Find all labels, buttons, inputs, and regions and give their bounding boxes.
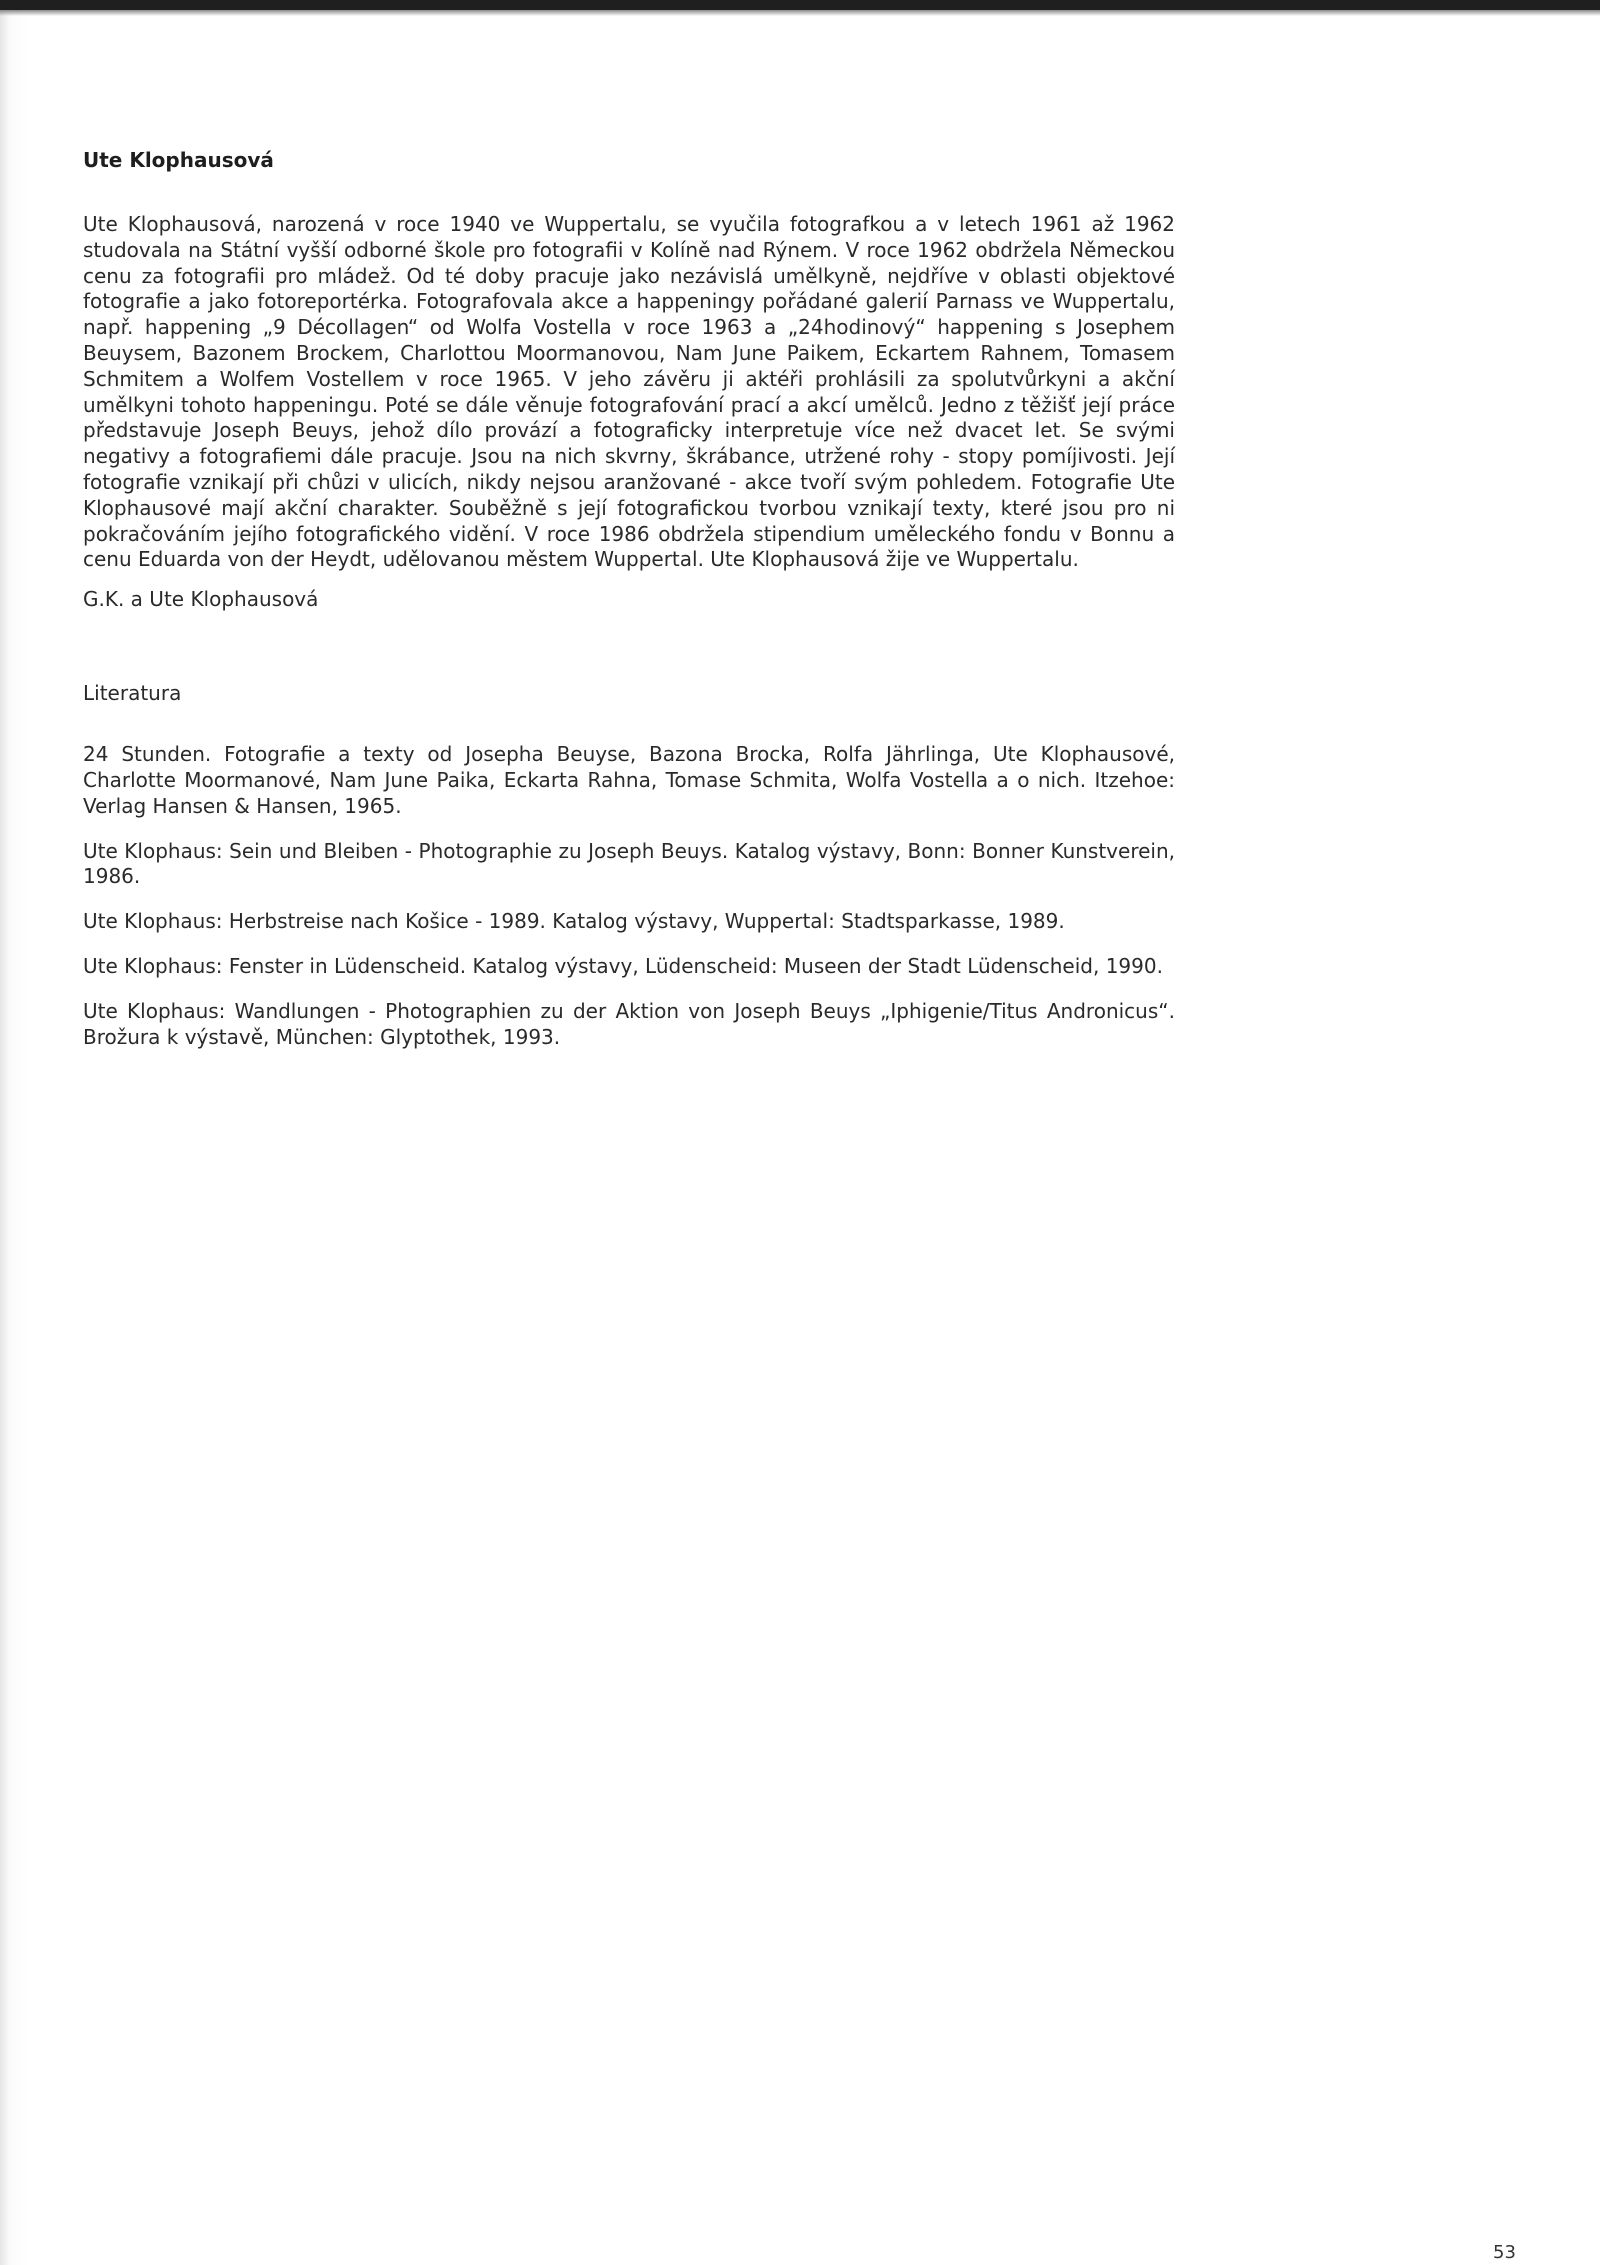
literature-heading: Literatura xyxy=(83,681,182,706)
literature-item: Ute Klophaus: Herbstreise nach Košice - 1989. Katalog výstavy, Wuppertal: Stadtsparkasse, 1989. xyxy=(83,909,1065,934)
page-top-shadow xyxy=(0,10,1600,16)
literature-list xyxy=(83,742,1175,1050)
literature-item: Ute Klophaus: Sein und Bleiben - Photographie zu Joseph Beuys. Katalog výstavy, Bonn: Bonner Kunstverein, 1986. xyxy=(83,838,1175,889)
article-content xyxy=(83,148,1175,1069)
page-top-edge xyxy=(0,0,1600,10)
literature-item: Ute Klophaus: Wandlungen - Photographien zu der Aktion von Joseph Beuys „Iphigenie/Titus Andronicus“. Brožura k výstavě, München: Glyptothek, 1993. xyxy=(83,998,1175,1049)
literature-item: Ute Klophaus: Fenster in Lüdenscheid. Katalog výstavy, Lüdenscheid: Museen der Stadt Lüdenscheid, 1990. xyxy=(83,953,1163,978)
article-body: Ute Klophausová, narozená v roce 1940 ve Wuppertalu, se vyučila fotografkou a v letech 1961 až 1962 studovala na Státní vyšší odborné škole pro fotografii v Kolíně nad Rýnem. V roce 1962 obdržela Německou cenu za fotografii pro mládež. Od té doby pracuje jako nezávislá umělkyně, nejdříve v oblasti objektové fotografie a jako fotoreportérka. Fotografovala akce a happeningy pořádané galerií Parnass ve Wuppertalu, např. happening „9 Décollagen“ od Wolfa Vostella v roce 1963 a „24hodinový“ happening s Josephem Beuysem, Bazonem Brockem, Charlottou Moormanovou, Nam June Paikem, Eckartem Rahnem, Tomasem Schmitem a Wolfem Vostellem v roce 1965. V jeho závěru ji aktéři prohlásili za spolutvůrkyni a akční umělkyni tohoto happeningu. Poté se dále věnuje fotografování prací a akcí umělců. Jedno z těžišť její práce představuje Joseph Beuys, jehož dílo provází a fotograficky interpretuje více než dvacet let. Se svými negativy a fotografiemi dále pracuje. Jsou na nich skvrny, škrábance, utržené rohy - stopy pomíjivosti. Její fotografie vznikají při chůzi v ulicích, nikdy nejsou aranžované - akce tvoří svým pohledem. Fotografie Ute Klophausové mají akční charakter. Souběžně s její fotografickou tvorbou vznikají texty, které jsou pro ni pokračováním jejího fotografického vidění. V roce 1986 obdržela stipendium uměleckého fondu v Bonnu a cenu Eduarda von der Heydt, udělovanou městem Wuppertal. Ute Klophausová žije ve Wuppertalu. xyxy=(83,212,1175,572)
literature-item: 24 Stunden. Fotografie a texty od Josepha Beuyse, Bazona Brocka, Rolfa Jährlinga, Ute Klophausové, Charlotte Moormanové, Nam June Paika, Eckarta Rahna, Tomase Schmita, Wolfa Vostella a o nich. Itzehoe: Verlag Hansen & Hansen, 1965. xyxy=(83,742,1175,818)
article-signature: G.K. a Ute Klophausová xyxy=(83,587,319,612)
article-heading: Ute Klophausová xyxy=(83,148,274,172)
page-number: 53 xyxy=(1493,2242,1516,2263)
